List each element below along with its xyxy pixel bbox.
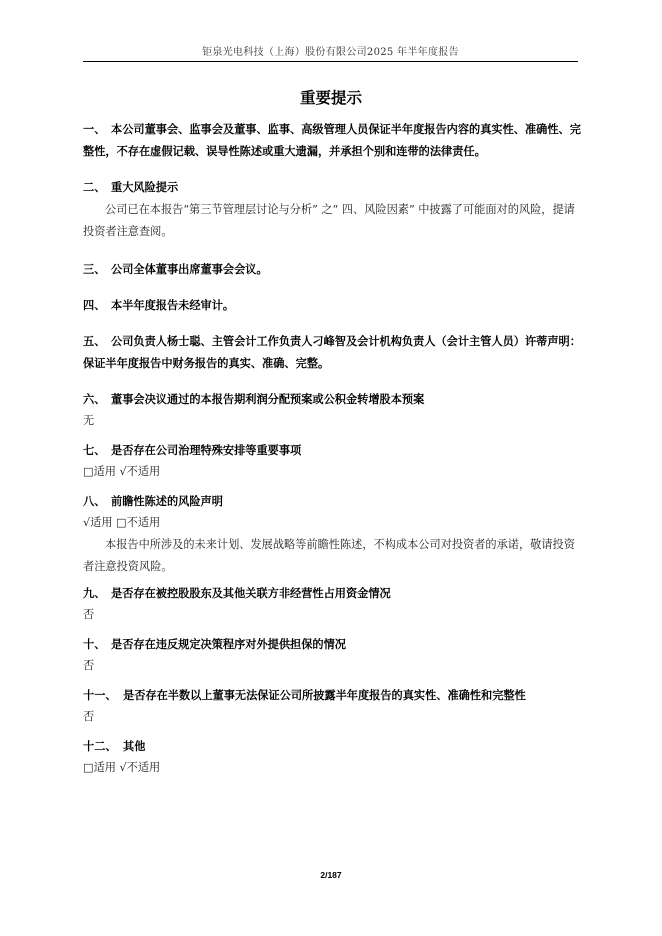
section-9-heading	[83, 582, 583, 604]
section-3	[83, 258, 583, 280]
section-8-body: 本报告中所涉及的未来计划、发展战略等前瞻性陈述，不构成本公司对投资者的承诺，敬请投资者注意投资风险。	[83, 538, 575, 573]
header-divider	[83, 61, 578, 62]
section-8-heading	[83, 490, 583, 512]
section-2-body: 公司已在本报告“第三节管理层讨论与分析” 之“ 四、风险因素” 中披露了可能面对的风险，提请投资者注意查阅。	[83, 203, 575, 238]
section-number: 四、	[83, 298, 106, 312]
section-6-answer: 无	[83, 414, 95, 427]
section-4	[83, 294, 583, 316]
section-number: 十一、	[83, 688, 117, 702]
section-10-heading	[83, 633, 583, 655]
section-number: 三、	[83, 262, 106, 276]
section-11-answer: 否	[83, 710, 95, 723]
section-9-answer: 否	[83, 608, 95, 621]
section-1	[83, 118, 583, 162]
section-number: 六、	[83, 392, 106, 406]
section-10-answer: 否	[83, 659, 95, 672]
section-number: 九、	[83, 586, 106, 600]
section-heading: 是否存在违反规定决策程序对外提供担保的情况	[111, 637, 346, 651]
running-header: 钜泉光电科技（上海）股份有限公司2025 年半年度报告	[202, 47, 459, 58]
section-11-heading	[83, 684, 583, 706]
section-heading: 董事会决议通过的本报告期利润分配预案或公积金转增股本预案	[111, 392, 425, 406]
section-number: 一、	[83, 122, 106, 136]
section-7-heading	[83, 439, 583, 461]
section-12-applicability: □适用 √不适用	[83, 761, 161, 774]
section-8-applicability: √适用 □不适用	[83, 516, 161, 529]
section-heading: 是否存在被控股股东及其他关联方非经营性占用资金情况	[111, 586, 391, 600]
section-number: 五、	[83, 334, 106, 348]
section-heading: 重大风险提示	[111, 180, 179, 194]
section-heading: 是否存在半数以上董事无法保证公司所披露半年度报告的真实性、准确性和完整性	[123, 688, 526, 702]
section-heading: 前瞻性陈述的风险声明	[111, 494, 223, 508]
section-text: 本半年度报告未经审计。	[111, 298, 235, 312]
section-number: 十二、	[83, 739, 117, 753]
section-number: 二、	[83, 180, 106, 194]
page-number: 2/187	[320, 870, 342, 880]
section-text: 本公司董事会、监事会及董事、监事、高级管理人员保证半年度报告内容的真实性、准确性、完整性，不存在虚假记载、误导性陈述或重大遗漏，并承担个别和连带的法律责任。	[83, 122, 581, 158]
section-text: 公司全体董事出席董事会会议。	[111, 262, 268, 276]
section-heading: 是否存在公司治理特殊安排等重要事项	[111, 443, 302, 457]
section-number: 十、	[83, 637, 106, 651]
section-5	[83, 330, 583, 374]
section-6-heading	[83, 388, 583, 410]
section-7-applicability: □适用 √不适用	[83, 465, 161, 478]
section-heading: 其他	[123, 739, 146, 753]
section-2-heading	[83, 176, 583, 198]
section-12-heading	[83, 735, 583, 757]
section-text: 公司负责人杨士聪、主管会计工作负责人刁峰智及会计机构负责人（会计主管人员）许蒂声明：保证半年度报告中财务报告的真实、准确、完整。	[83, 334, 581, 370]
section-number: 七、	[83, 443, 106, 457]
section-number: 八、	[83, 494, 106, 508]
page-title: 重要提示	[299, 88, 362, 107]
